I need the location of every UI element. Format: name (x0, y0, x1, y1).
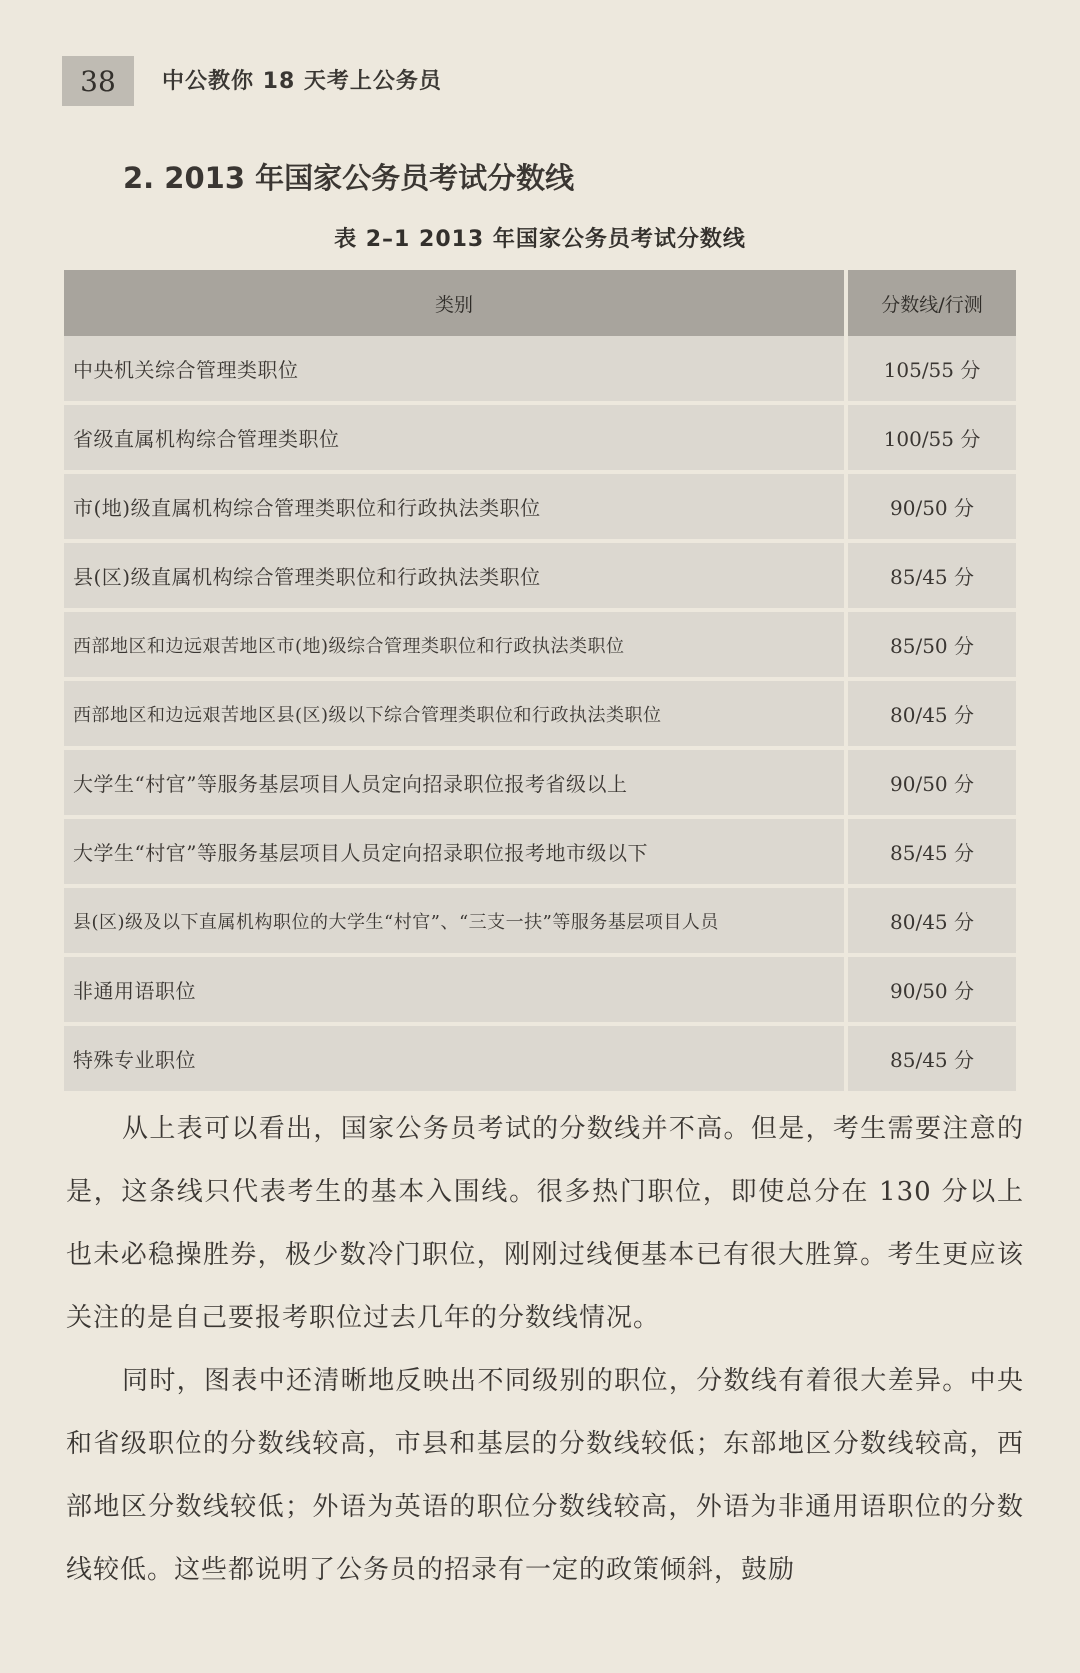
row-score: 85/50 分 (846, 610, 1016, 679)
table-header-row (64, 270, 1016, 336)
paragraph: 同时，图表中还清晰地反映出不同级别的职位，分数线有着很大差异。中央和省级职位的分数线较高，市县和基层的分数线较低；东部地区分数线较高，西部地区分数线较低；外语为英语的职位分数线较高，外语为非通用语职位的分数线较低。这些都说明了公务员的招录有一定的政策倾斜，鼓励 (66, 1366, 1024, 1585)
row-category: 大学生“村官”等服务基层项目人员定向招录职位报考地市级以下 (64, 817, 846, 886)
table-caption: 表 2–1 2013 年国家公务员考试分数线 (334, 227, 746, 252)
table-row (64, 610, 1016, 679)
paragraph: 从上表可以看出，国家公务员考试的分数线并不高。但是，考生需要注意的是，这条线只代表考生的基本入围线。很多热门职位，即使总分在 130 分以上也未必稳操胜券，极少数冷门职位，刚刚过线便基本已有很大胜算。考生更应该关注的是自己要报考职位过去几年的分数线情况。 (66, 1114, 1024, 1333)
row-category: 西部地区和边远艰苦地区县(区)级以下综合管理类职位和行政执法类职位 (64, 679, 846, 748)
table-row (64, 541, 1016, 610)
table-row (64, 955, 1016, 1024)
table-row (64, 886, 1016, 955)
table-row (64, 1024, 1016, 1093)
row-score: 85/45 分 (846, 1024, 1016, 1093)
column-header-score: 分数线/行测 (846, 270, 1016, 336)
table-row (64, 403, 1016, 472)
row-category: 县(区)级直属机构综合管理类职位和行政执法类职位 (64, 541, 846, 610)
table-row (64, 472, 1016, 541)
row-category: 省级直属机构综合管理类职位 (64, 403, 846, 472)
row-category: 大学生“村官”等服务基层项目人员定向招录职位报考省级以上 (64, 748, 846, 817)
running-title: 中公教你 18 天考上公务员 (162, 69, 442, 94)
body-text (66, 1098, 1024, 1602)
row-category: 县(区)级及以下直属机构职位的大学生“村官”、“三支一扶”等服务基层项目人员 (64, 886, 846, 955)
section-title: 2. 2013 年国家公务员考试分数线 (123, 161, 575, 195)
score-table (64, 270, 1016, 1095)
column-header-category: 类别 (64, 270, 846, 336)
row-score: 100/55 分 (846, 403, 1016, 472)
page-number: 38 (62, 56, 134, 106)
row-score: 90/50 分 (846, 472, 1016, 541)
row-score: 90/50 分 (846, 748, 1016, 817)
row-category: 西部地区和边远艰苦地区市(地)级综合管理类职位和行政执法类职位 (64, 610, 846, 679)
row-category: 非通用语职位 (64, 955, 846, 1024)
row-category: 市(地)级直属机构综合管理类职位和行政执法类职位 (64, 472, 846, 541)
table-row (64, 817, 1016, 886)
row-score: 80/45 分 (846, 886, 1016, 955)
row-category: 特殊专业职位 (64, 1024, 846, 1093)
table-row (64, 336, 1016, 403)
table-row (64, 679, 1016, 748)
row-score: 85/45 分 (846, 817, 1016, 886)
row-score: 105/55 分 (846, 336, 1016, 403)
row-category: 中央机关综合管理类职位 (64, 336, 846, 403)
table-row (64, 748, 1016, 817)
row-score: 85/45 分 (846, 541, 1016, 610)
row-score: 90/50 分 (846, 955, 1016, 1024)
row-score: 80/45 分 (846, 679, 1016, 748)
